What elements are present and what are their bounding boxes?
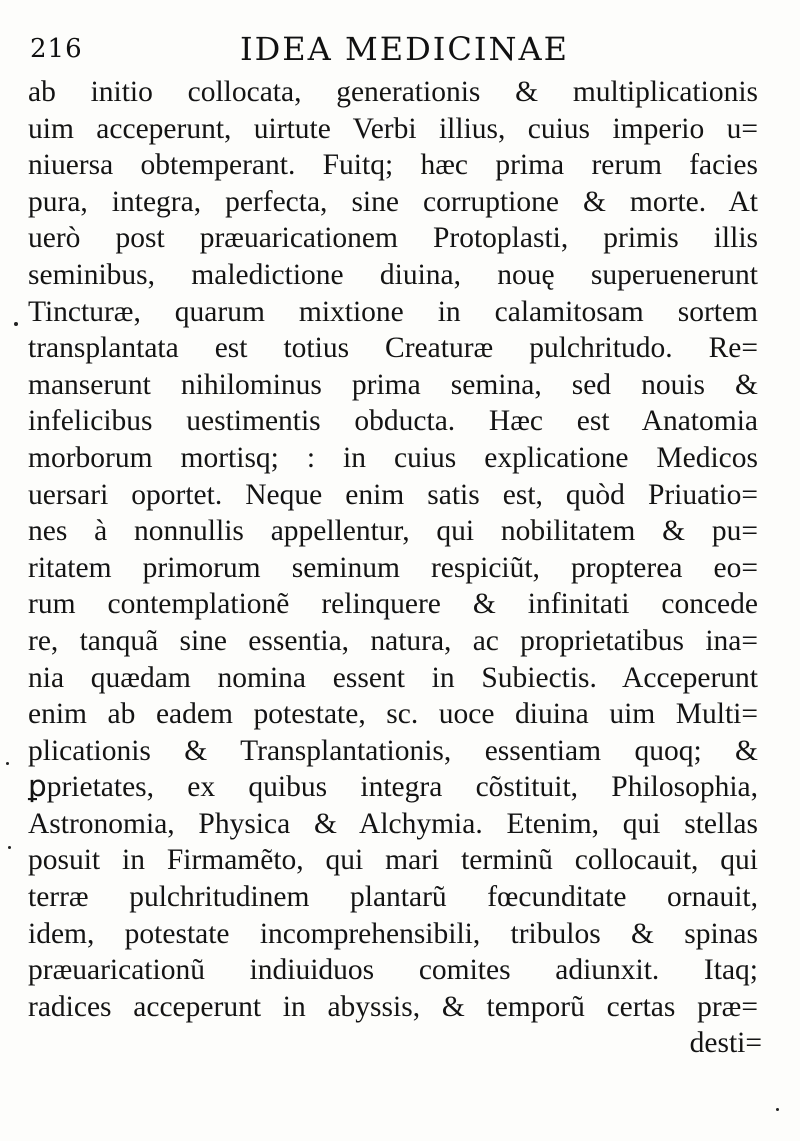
text-line: ꝑprietates, ex quibus integra cõstituit, Philosophia, xyxy=(28,771,758,804)
text-line: niuersa obtemperant. Fuitq; hæc prima rerum facies xyxy=(28,149,758,182)
text-line: præuaricationũ indiuiduos comites adiunxit. Itaq; xyxy=(28,954,758,987)
text-line: ab initio collocata, generationis & multiplicationis xyxy=(28,76,758,108)
text-line: Tincturæ, quarum mixtione in calamitosam sortem xyxy=(28,295,758,328)
text-line: manserunt nihilominus prima semina, sed nouis & xyxy=(28,368,758,401)
text-line: nia quædam nomina essent in Subiectis. Acceperunt xyxy=(28,661,758,694)
ink-speck xyxy=(8,846,11,849)
text-line: radices acceperunt in abyssis, & temporũ certas præ= xyxy=(28,990,758,1023)
text-line: morborum mortisq; : in cuius explicatione Medicos xyxy=(28,441,758,474)
catchword: desti= xyxy=(689,1027,762,1060)
text-line: transplantata est totius Creaturæ pulchritudo. Re= xyxy=(28,332,758,365)
page-number: 216 xyxy=(30,34,83,64)
text-line: ritatem primorum seminum respiciũt, propterea eo= xyxy=(28,551,758,584)
text-line: nes à nonnullis appellentur, qui nobilitatem & pu= xyxy=(28,515,758,548)
ink-speck xyxy=(6,762,9,765)
text-line: enim ab eadem potestate, sc. uoce diuina uim Multi= xyxy=(28,698,758,731)
text-line: infelicibus uestimentis obducta. Hæc est Anatomia xyxy=(28,405,758,438)
text-line: uim acceperunt, uirtute Verbi illius, cuius imperio u= xyxy=(28,112,758,145)
text-line: pura, integra, perfecta, sine corruptione & morte. At xyxy=(28,185,758,218)
text-line: uerò post præuaricationem Protoplasti, primis illis xyxy=(28,222,758,255)
ink-speck xyxy=(14,322,18,326)
page-header xyxy=(30,30,590,74)
text-line: idem, potestate incomprehensibili, tribulos & spinas xyxy=(28,917,758,950)
text-line: posuit in Firmamẽto, qui mari terminũ collocauit, qui xyxy=(28,844,758,877)
text-line: Astronomia, Physica & Alchymia. Etenim, qui stellas xyxy=(28,807,758,840)
ink-speck xyxy=(776,1108,779,1111)
text-line: terræ pulchritudinem plantarũ fœcunditate ornauit, xyxy=(28,881,758,914)
text-line: rum contemplationẽ relinquere & infinitati concede xyxy=(28,588,758,621)
text-line: uersari oportet. Neque enim satis est, quòd Priuatio= xyxy=(28,478,758,511)
running-head: IDEA MEDICINAE xyxy=(240,30,569,68)
text-line: plicationis & Transplantationis, essentiam quoq; & xyxy=(28,734,758,767)
text-line: re, tanquã sine essentia, natura, ac proprietatibus ina= xyxy=(28,624,758,657)
text-line: seminibus, maledictione diuina, nouę superuenerunt xyxy=(28,258,758,291)
body-text xyxy=(28,74,772,1062)
